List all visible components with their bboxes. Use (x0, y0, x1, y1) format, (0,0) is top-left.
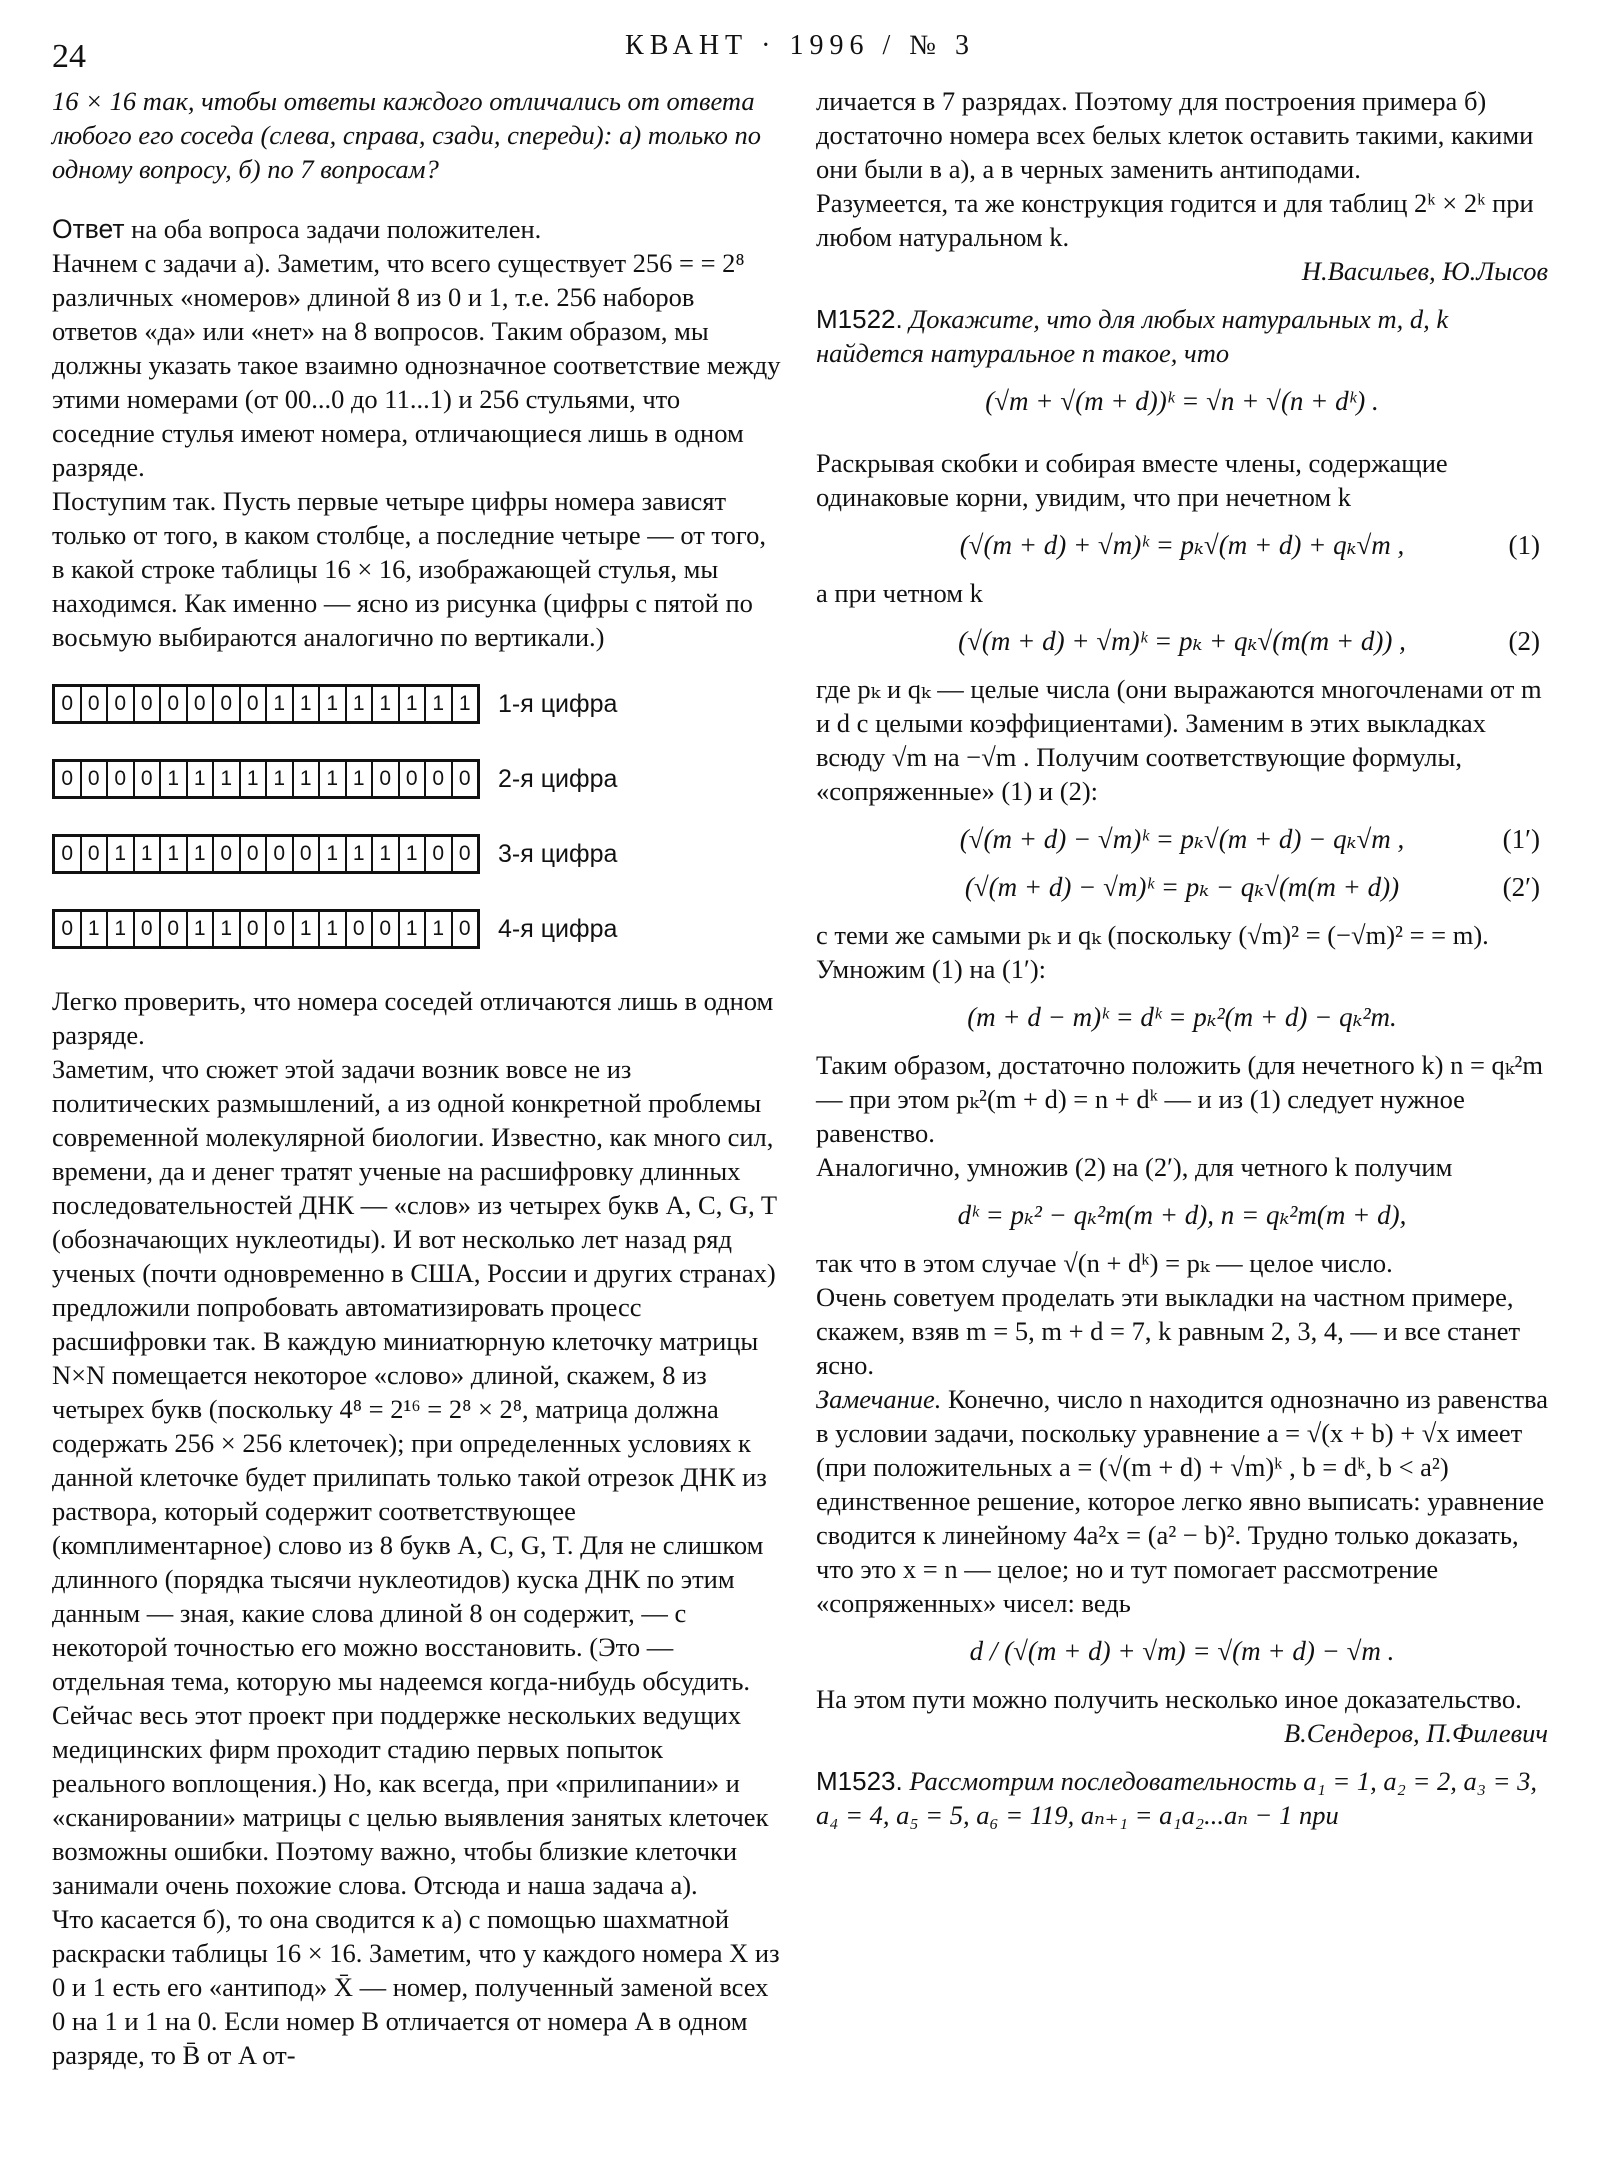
equation-2 (816, 624, 1548, 658)
equation-1-prime (816, 822, 1548, 856)
paragraph: Очень советуем проделать эти выкладки на частном примере, скажем, взяв m = 5, m + d = 7, k равным 2, 3, 4, — и все станет ясно. (816, 1282, 1521, 1380)
digit-cell: 0 (134, 686, 161, 723)
digit-cell: 0 (425, 761, 452, 798)
digit-cell: 0 (266, 836, 293, 873)
digit-cell: 0 (425, 836, 452, 873)
paragraph: Поступим так. Пусть первые четыре цифры номера зависят только от того, в каком столбце, а последние четыре — от того, в какой строке таблицы 16 × 16, изображающей стулья, мы находимся. Как именно — ясно из рисунка (цифры с пятой по восьмую выбираются аналогично по вертикали.) (52, 486, 766, 652)
digit-row (52, 909, 782, 949)
equation-body: (√m + √(m + d))ᵏ = √n + √(n + dᵏ) . (985, 386, 1379, 416)
signature: В.Сендеров, П.Филевич (1283, 1718, 1548, 1748)
equation-body: (√(m + d) + √m)ᵏ = pₖ + qₖ√(m(m + d)) , (958, 626, 1406, 656)
digit-row (52, 759, 782, 799)
signature: Н.Васильев, Ю.Лысов (1301, 256, 1548, 286)
remark (816, 1382, 1548, 1620)
digit-cell: 1 (319, 761, 346, 798)
digit-row-label: 3-я цифра (498, 840, 618, 868)
running-head: КВАНТ · 1996 / № 3 (625, 30, 975, 61)
digit-cell: 0 (266, 911, 293, 948)
digit-cell: 0 (346, 911, 373, 948)
problem-text: Докажите, что для любых натуральных m, d, k найдется натуральное n такое, что (816, 304, 1449, 368)
equation-body: (√(m + d) + √m)ᵏ = pₖ√(m + d) + qₖ√m , (959, 530, 1405, 560)
digit-cell: 1 (134, 836, 161, 873)
digit-cell: 0 (160, 911, 187, 948)
equation-number: (2′) (1502, 872, 1540, 902)
paragraph: с теми же самыми pₖ и qₖ (поскольку (√m)² = (−√m)² = = m). Умножим (1) на (1′): (816, 920, 1489, 984)
digit-cell: 0 (134, 911, 161, 948)
answer-label: Ответ (52, 214, 125, 244)
digit-cell: 0 (452, 761, 479, 798)
problem-label: М1522. (816, 304, 903, 334)
equation (816, 1634, 1548, 1668)
problem-tail: 16 × 16 так, чтобы ответы каждого отличались от ответа любого его соседа (слева, справа, сзади, спереди): а) только по одному вопросу, б) по 7 вопросам? (52, 86, 761, 184)
digit-cell: 0 (452, 911, 479, 948)
digit-cell: 0 (240, 686, 267, 723)
digit-cell: 1 (372, 836, 399, 873)
digit-cell: 1 (425, 911, 452, 948)
paragraph: Что касается б), то она сводится к а) с помощью шахматной раскраски таблицы 16 × 16. Заметим, что у каждого номера X из 0 и 1 есть его «антипод» X̄ — номер, полученный заменой всех 0 на 1 и 1 на 0. Если номер B отличается от номера A в одном разряде, то B̄ от A от- (52, 1904, 780, 2070)
digit-cell: 1 (399, 836, 426, 873)
problem-m1522 (816, 302, 1548, 370)
digit-cell: 0 (399, 761, 426, 798)
digit-row-label: 2-я цифра (498, 765, 618, 793)
digit-cell: 0 (54, 836, 81, 873)
paragraph: Заметим, что сюжет этой задачи возник вовсе не из политических размышлений, а из одной конкретной проблемы современной молекулярной биологии. Известно, как много сил, времени, да и денег тратят ученые на расшифровку длинных последовательностей ДНК — «слов» из четырех букв A, C, G, T (обозначающих нуклеотиды). И вот несколько лет назад ряд ученых (почти одновременно в США, России и других странах) предложили попробовать автоматизировать процесс расшифровки так. В каждую миниатюрную клеточку матрицы N×N помещается некоторое «слово» длиной, скажем, 8 из четырех букв (поскольку 4⁸ = 2¹⁶ = 2⁸ × 2⁸, матрица должна содержать 256 × 256 клеточек); при определенных условиях к данной клеточке будет прилипать только такой отрезок ДНК из раствора, который содержит соответствующее (комплиментарное) слово из 8 букв A, C, G, T. Для не слишком длинного (порядка тысячи нуклеотидов) куска ДНК по этим данным — зная, какие слова длиной 8 он содержит, — с некоторой точностью его можно восстановить. (Это — отдельная тема, которую мы надеемся когда-нибудь обсудить. Сейчас весь этот проект при поддержке нескольких ведущих медицинских фирм проходит стадию первых попыток реального воплощения.) Но, как всегда, при «прилипании» и «сканировании» матрицы с целью выявления занятых клеточек возможны ошибки. Поэтому важно, чтобы близкие клеточки занимали очень похожие слова. Отсюда и наша задача а). (52, 1054, 777, 1900)
equation-body: dᵏ = pₖ² − qₖ²m(m + d), n = qₖ²m(m + d), (957, 1200, 1407, 1230)
equation-number: (2) (1508, 626, 1540, 656)
remark-label: Замечание. (816, 1384, 942, 1414)
paragraph: Таким образом, достаточно положить (для нечетного k) n = qₖ²m — при этом pₖ²(m + d) = n + dᵏ — и из (1) следует нужное равенство. (816, 1050, 1543, 1148)
right-column (816, 84, 1548, 1832)
digit-row-table (52, 684, 480, 724)
digit-cell: 1 (399, 911, 426, 948)
paragraph: так что в этом случае √(n + dᵏ) = pₖ — целое число. (816, 1248, 1393, 1278)
digit-cell: 1 (266, 686, 293, 723)
digit-cell: 0 (134, 761, 161, 798)
digit-cell: 1 (213, 911, 240, 948)
digit-cell: 1 (107, 911, 134, 948)
digit-cell: 0 (452, 836, 479, 873)
digit-cell: 1 (425, 686, 452, 723)
digit-cell: 1 (266, 761, 293, 798)
problem-text: Рассмотрим последовательность a₁ = 1, a₂ = 2, a₃ = 3, a₄ = 4, a₅ = 5, a₆ = 119, aₙ₊₁ = a₁a₂...aₙ − 1 при (816, 1766, 1537, 1830)
digit-cell: 0 (54, 686, 81, 723)
digit-row-table (52, 909, 480, 949)
digit-cell: 0 (107, 761, 134, 798)
digit-cell: 1 (240, 761, 267, 798)
equation-body: (√(m + d) − √m)ᵏ = pₖ√(m + d) − qₖ√m , (959, 824, 1405, 854)
problem-m1523 (816, 1764, 1548, 1832)
equation-2-prime (816, 870, 1548, 904)
digit-cell: 1 (319, 911, 346, 948)
digit-cell: 0 (372, 911, 399, 948)
equation-body: (m + d − m)ᵏ = dᵏ = pₖ²(m + d) − qₖ²m. (967, 1002, 1397, 1032)
digit-table-figure (52, 684, 782, 949)
equation-number: (1′) (1502, 824, 1540, 854)
equation-body: (√(m + d) − √m)ᵏ = pₖ − qₖ√(m(m + d)) (964, 872, 1400, 902)
digit-cell: 0 (81, 836, 108, 873)
problem-label: М1523. (816, 1766, 903, 1796)
digit-cell: 0 (81, 686, 108, 723)
digit-cell: 1 (160, 836, 187, 873)
digit-cell: 0 (213, 686, 240, 723)
digit-cell: 1 (213, 761, 240, 798)
digit-cell: 0 (54, 911, 81, 948)
paragraph: Раскрывая скобки и собирая вместе члены, содержащие одинаковые корни, увидим, что при нечетном k (816, 448, 1448, 512)
paragraph: Разумеется, та же конструкция годится и для таблиц 2ᵏ × 2ᵏ при любом натуральном k. (816, 188, 1534, 252)
equation (816, 1000, 1548, 1034)
digit-cell: 1 (107, 836, 134, 873)
digit-cell: 0 (240, 836, 267, 873)
digit-cell: 1 (81, 911, 108, 948)
digit-cell: 0 (81, 761, 108, 798)
digit-cell: 0 (187, 686, 214, 723)
digit-cell: 1 (372, 686, 399, 723)
paragraph: На этом пути можно получить несколько иное доказательство. (816, 1684, 1522, 1714)
paragraph: Легко проверить, что номера соседей отличаются лишь в одном разряде. (52, 986, 774, 1050)
digit-cell: 1 (399, 686, 426, 723)
digit-row-table (52, 834, 480, 874)
equation (816, 1198, 1548, 1232)
digit-row-label: 1-я цифра (498, 690, 618, 718)
digit-cell: 1 (187, 761, 214, 798)
digit-cell: 0 (240, 911, 267, 948)
digit-cell: 1 (160, 761, 187, 798)
digit-cell: 1 (187, 911, 214, 948)
digit-cell: 1 (319, 836, 346, 873)
digit-cell: 1 (187, 836, 214, 873)
digit-cell: 0 (213, 836, 240, 873)
paragraph: личается в 7 разрядах. Поэтому для построения примера б) достаточно номера всех белых клеток оставить такими, какими они были в а), а в черных заменить антиподами. (816, 86, 1534, 184)
digit-cell: 1 (346, 686, 373, 723)
answer-text: на оба вопроса задачи положителен. (124, 214, 542, 244)
paragraph: Начнем с задачи а). Заметим, что всего существует 256 = = 2⁸ различных «номеров» длиной 8 из 0 и 1, т.е. 256 наборов ответов «да» или «нет» на 8 вопросов. Таким образом, мы должны указать такое взаимно однозначное соответствие между этими номерами (от 00...0 до 11...1) и 256 стульями, что соседние стулья имеют номера, отличающиеся лишь в одном разряде. (52, 248, 781, 482)
digit-row-label: 4-я цифра (498, 915, 618, 943)
digit-cell: 0 (160, 686, 187, 723)
digit-cell: 1 (293, 761, 320, 798)
paragraph: где pₖ и qₖ — целые числа (они выражаются многочленами от m и d с целыми коэффициентами). Заменим в этих выкладках всюду √m на −√m . Получим соответствующие формулы, «сопряженные» (1) и (2): (816, 674, 1542, 806)
left-column (52, 84, 782, 2072)
digit-row (52, 684, 782, 724)
digit-cell: 1 (293, 911, 320, 948)
digit-cell: 1 (346, 761, 373, 798)
digit-row-table (52, 759, 480, 799)
digit-cell: 0 (293, 836, 320, 873)
remark-text: Конечно, число n находится однозначно из равенства в условии задачи, поскольку уравнение a = √(x + b) + √x имеет (при положительных a = (√(m + d) + √m)ᵏ , b = dᵏ, b < a²) единственное решение, которое легко явно выписать: уравнение сводится к линейному 4a²x = (a² − b)². Трудно только доказать, что это x = n — целое; но и тут помогает рассмотрение «сопряженных» чисел: ведь (816, 1384, 1548, 1618)
page-number: 24 (52, 38, 86, 75)
digit-cell: 1 (346, 836, 373, 873)
equation-1 (816, 528, 1548, 562)
equation (816, 384, 1548, 418)
digit-cell: 1 (452, 686, 479, 723)
digit-cell: 0 (107, 686, 134, 723)
answer-paragraph (52, 212, 782, 246)
equation-number: (1) (1508, 530, 1540, 560)
digit-cell: 1 (293, 686, 320, 723)
paragraph: Аналогично, умножив (2) на (2′), для четного k получим (816, 1152, 1453, 1182)
equation-body: d / (√(m + d) + √m) = √(m + d) − √m . (969, 1636, 1395, 1666)
digit-row (52, 834, 782, 874)
digit-cell: 1 (319, 686, 346, 723)
digit-cell: 0 (54, 761, 81, 798)
paragraph: а при четном k (816, 578, 983, 608)
digit-cell: 0 (372, 761, 399, 798)
